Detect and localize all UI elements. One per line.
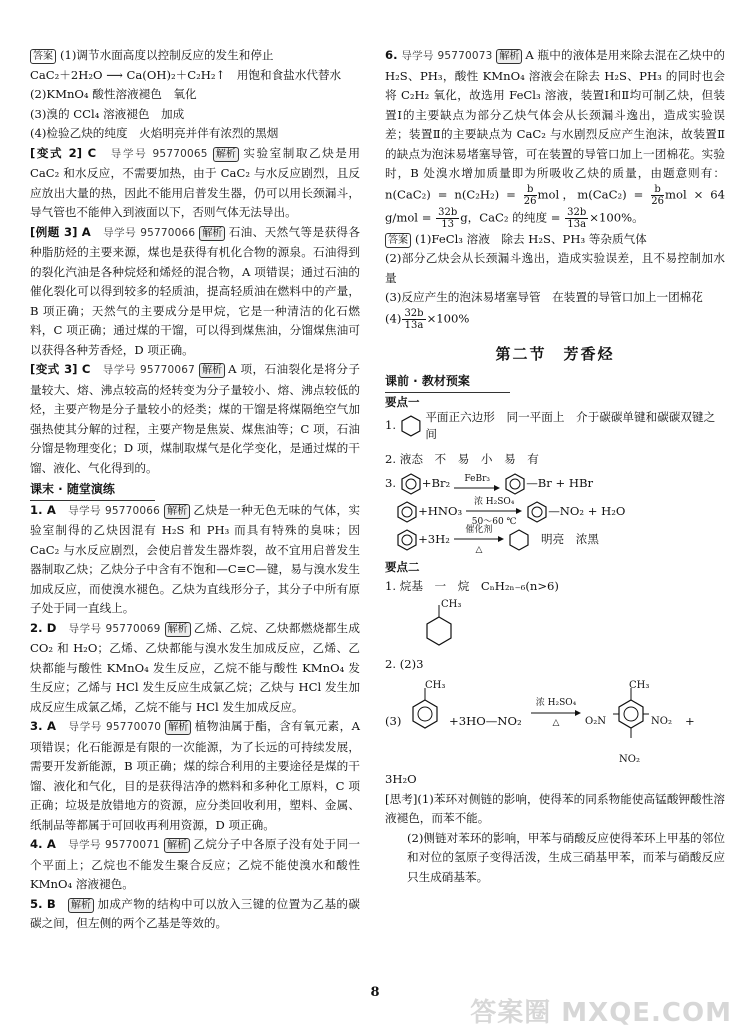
right-column [385,46,725,887]
watermark: 答案圈 MXQE.COM [470,998,732,1028]
key-point-2-item-1: 1. 烷基 一 烷 CₙH₂ₙ₋₆(n>6) [385,579,559,593]
section-heading: 课前 · 教材预案 [385,372,510,393]
answer-tag: 答案 [30,49,56,64]
fraction: $\frac{32b}{13a}$ [404,307,424,331]
section-heading: 课末 · 随堂演练 [30,480,155,501]
equation-tnt-water: 3H₂O [385,772,417,786]
reaction-arrow: 催化剂 △ [454,525,504,555]
guide-number: 导学号 95770067 [102,364,196,376]
equation-hydrogenation: +3H₂ 催化剂 △ 明亮 浓黑 [385,526,725,554]
equation-bromination: 3. +Br₂ FeBr₃ —Br + HBr [385,470,725,498]
answer-6-3: (3)反应产生的泡沫易堵塞导管 在装置的导管口加上一团棉花 [385,290,703,304]
question-6: 6. 导学号 95770073 解析 A 瓶中的液体是用来除去混在乙炔中的 H₂S、PH₃，酸性 KMnO₄ 溶液会在除去 H₂S、PH₃ 的同时也会将 C₂H₂ 氧化，故选用 FeCl₃ 溶液，装置Ⅰ和Ⅱ均可制乙炔，但装置Ⅰ的主要缺点为部分乙炔气体会从长颈漏斗逸出，造成实验误差；装置Ⅱ的主要缺点为 CaC₂ 与水剧烈反应产生泡沫，故装置Ⅱ的缺点为泡沫易堵塞导管，可在装置的导管口加上一团棉花。实验时，B 处溴水增加质量即为所吸收乙炔的质量，由题意则有：n(CaC₂) = n(C₂H₂) = $\frac{b}{26}$ mol，m(CaC₂) = $\frac{b}{26}$ mol × 64 g/mol = $\frac{32b}{13}$ g，CaC₂ 的纯度 = $\frac{32b}{13a}$ ×100%。 [385,48,726,230]
answer-1: 答案 (1)调节水面高度以控制反应的发生和停止 [30,46,360,66]
guide-number: 导学号 95770071 [68,839,161,851]
guide-number: 导学号 95770066 [68,504,161,517]
toluene-icon [407,688,443,744]
analysis-tag: 解析 [164,838,190,853]
answer-4: (4)检验乙炔的纯度 火焰明亮并伴有浓烈的黑烟 [30,126,279,140]
think-1: [思考](1)苯环对侧链的影响，使得苯的同系物能使高锰酸钾酸性溶液褪色，而苯不能。 [385,791,725,825]
analysis-tag: 解析 [213,147,239,162]
key-point-1-item-2: 2. 液态 不 易 小 易 有 [385,452,539,466]
reaction-arrow: 浓 H₂SO₄ 50～60 ℃ [466,497,522,527]
cyclohexane-icon [508,529,530,551]
question-4: 4. A 导学号 95770071 解析 乙烷分子中各原子没有处于同一个平面上；乙烷也不能发生聚合反应；乙烷不能使溴水和酸性 KMnO₄ 溶液褪色。 [30,837,360,891]
guide-number: 导学号 95770069 [68,622,161,635]
equation-nitration: +HNO₃ 浓 H₂SO₄ 50～60 ℃ —NO₂ + H₂O [385,498,725,526]
key-point-1-heading: 要点一 [385,394,420,409]
analysis-tag: 解析 [199,363,225,378]
question-5: 5. B 解析 加成产物的结构中可以放入三键的位置为乙基的碳碳之间，但左侧的两个乙基是等效的。 [30,896,360,930]
benzene-ring-icon [504,473,526,495]
benzene-ring-icon [526,501,548,523]
answer-2: (2)KMnO₄ 酸性溶液褪色 氧化 [30,87,197,101]
fraction: $\frac{b}{26}$ [523,183,537,207]
fraction: $\frac{32b}{13}$ [438,206,458,230]
guide-number: 导学号 95770070 [68,721,162,733]
fraction: $\frac{b}{26}$ [651,183,664,207]
trinitrotoluene-icon [611,688,651,748]
page-number: 8 [370,985,380,1000]
answer-6-4: (4) $\frac{32b}{13a}$ ×100% [385,307,470,331]
think-2: (2)侧链对苯环的影响，甲苯与硝酸反应使得苯环上甲基的邻位和对位的氢原子变得活泼，生成三硝基甲苯，而苯与硝酸反应只生成硝基苯。 [407,830,725,884]
reaction-arrow: 浓 H₂SO₄ △ [531,698,581,728]
answer-1-equation: CaC₂＋2H₂O ⟶ Ca(OH)₂＋C₂H₂↑ 用饱和食盐水代替水 [30,67,342,82]
variant-2: [变式 2] C 导学号 95770065 解析 实验室制取乙炔是用 CaC₂ 和水反应，不需要加热，由于 CaC₂ 与水反应剧烈，且反应放出大量的热，因此不能用启普发生器，仍可以用长颈漏斗，导气管也不能伸入到液面以下，否则气体无法导出。 [30,145,360,219]
benzene-ring-icon [396,529,418,551]
example-3: [例题 3] A 导学号 95770066 解析 石油、天然气等是获得各种脂肪烃的主要来源，煤也是获得有机化合物的源泉。石油得到的裂化汽油是各种烷烃和烯烃的混合物，A 项错误；通过石油的催化裂化可以得到较多的轻质油，提高轻质油在燃料中的产量，B 项正确；天然气的主要成分是甲烷，它是一种清洁的化石燃料，C 项正确；通过煤的干馏，可以得到煤焦油，分馏煤焦油可以获得各种芳香烃，D 项正确。 [30,224,360,357]
analysis-tag: 解析 [68,898,94,913]
question-3: 3. A 导学号 95770070 解析 植物油属于酯，含有氧元素，A 项错误；化石能源是有限的一次能源，为了长远的可持续发展，需要开发新能源，B 项正确；煤的综合利用的主要途径是煤的干馏、液化和气化，目的是获得洁净的燃料和多种化工原料，C 项正确；垃圾是放错地方的资源，应分类回收利用，塑料、金属、纸制品等都属于可回收再利用资源，D 项正确。 [30,719,361,832]
analysis-tag: 解析 [199,226,225,241]
guide-number: 导学号 95770065 [110,147,208,160]
guide-number: 导学号 95770073 [401,50,493,62]
key-point-1-item-1: 1. 平面正六边形 同一平面上 介于碳碳单键和碳碳双键之间 [385,410,716,441]
benzene-ring-icon [396,501,418,523]
answer-6-2: (2)部分乙炔会从长颈漏斗逸出，造成实验误差，且不易控制加水量 [385,251,725,285]
left-column [30,46,360,934]
answer-tag: 答案 [385,233,411,248]
analysis-tag: 解析 [165,720,191,735]
benzene-ring-icon [400,473,422,495]
fraction: $\frac{32b}{13a}$ [567,206,587,230]
methylcyclohexane-structure: CH₃ [385,597,725,655]
methylcyclohexane-icon [419,601,459,657]
chapter-title: 第二节 芳香烃 [495,344,615,363]
analysis-tag: 解析 [164,504,190,519]
analysis-tag: 解析 [496,49,522,64]
guide-number: 导学号 95770066 [103,226,196,239]
benzene-ring-icon [400,415,422,437]
equation-tnt: (3) CH₃ +3HO—NO₂ 浓 H₂SO₄ △ O₂N CH₃ NO₂ NO₂ + [385,680,695,765]
question-2: 2. D 导学号 95770069 解析 乙烯、乙烷、乙炔都燃烧都生成 CO₂ 和 H₂O；乙烯、乙炔都能与溴水发生加成反应，乙烯、乙炔都能与酸性 KMnO₄ 发生反应，乙烷不能与酸性 KMnO₄ 发生反应；乙烯与 HCl 发生反应生成氯乙烷；乙炔与 HCl 发生加成反应生成氯乙烯，乙烷不能与 HCl 发生加成反应。 [30,620,360,714]
analysis-tag: 解析 [165,622,191,637]
answer-6-1: 答案 (1)FeCl₃ 溶液 除去 H₂S、PH₃ 等杂质气体 [385,230,725,250]
key-point-2-item-2: 2. (2)3 [385,656,424,671]
variant-3: [变式 3] C 导学号 95770067 解析 A 项，石油裂化是将分子量较大、熔、沸点较高的烃转变为分子量较小、熔、沸点较低的烃，主要产物是分子量较小的烃类；煤的干馏是将煤隔绝空气加强热使其分解的过程，主要产物是焦炭、煤焦油等；C 项，石油分馏是物理变化；D 项，煤制取煤气是化学变化，是通过煤的干馏、液化、气化得到的。 [30,362,360,475]
reaction-arrow: FeBr₃ [454,474,500,494]
question-1: 1. A 导学号 95770066 解析 乙炔是一种无色无味的气体，实验室制得的乙炔因混有 H₂S 和 PH₃ 而具有特殊的臭味；因 CaC₂ 与水反应剧烈，会使启普发生器炸裂，故不宜用启普发生器制取乙炔；乙炔分子中含有不饱和—C≡C—键，易与溴水发生加成反应，而使溴水褪色。乙炔为直线形分子，其分子中所有原子处于同一直线上。 [30,502,360,615]
key-point-2-heading: 要点二 [385,559,420,574]
answer-3: (3)溴的 CCl₄ 溶液褪色 加成 [30,106,185,121]
